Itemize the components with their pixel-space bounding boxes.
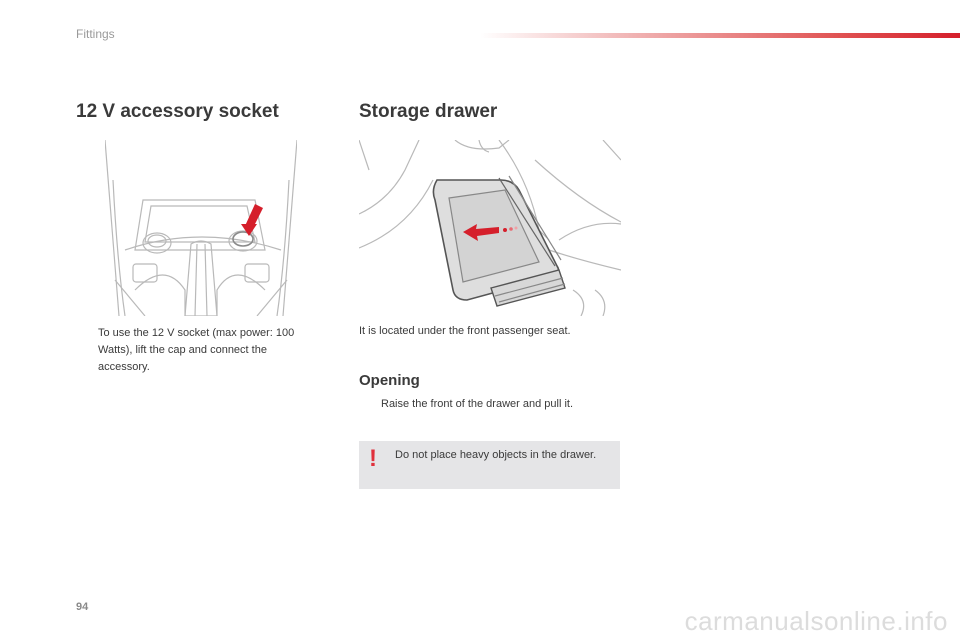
warning-text: Do not place heavy objects in the drawer. — [395, 449, 597, 461]
warning-box — [359, 441, 620, 489]
opening-instruction — [359, 396, 629, 413]
opening-subheading: Opening — [359, 372, 420, 389]
bullet-icon — [359, 396, 381, 413]
socket-instruction-text: To use the 12 V socket (max power: 100 Watts), lift the cap and connect the accessory. — [98, 327, 295, 373]
storage-drawer-illustration — [359, 140, 621, 316]
exclamation-icon: ! — [369, 445, 377, 472]
accessory-socket-illustration — [105, 140, 297, 316]
bullet-icon — [76, 325, 98, 376]
page-number: 94 — [76, 601, 89, 613]
socket-instruction — [76, 325, 316, 376]
section-label: Fittings — [76, 27, 115, 41]
opening-instruction-text: Raise the front of the drawer and pull it. — [381, 398, 573, 410]
watermark: carmanualsonline.info — [684, 606, 948, 636]
drawer-location-text: It is located under the front passenger seat. — [359, 325, 571, 337]
drawer-title: Storage drawer — [359, 101, 498, 122]
socket-title: 12 V accessory socket — [76, 101, 279, 122]
header-accent-bar — [480, 33, 960, 38]
